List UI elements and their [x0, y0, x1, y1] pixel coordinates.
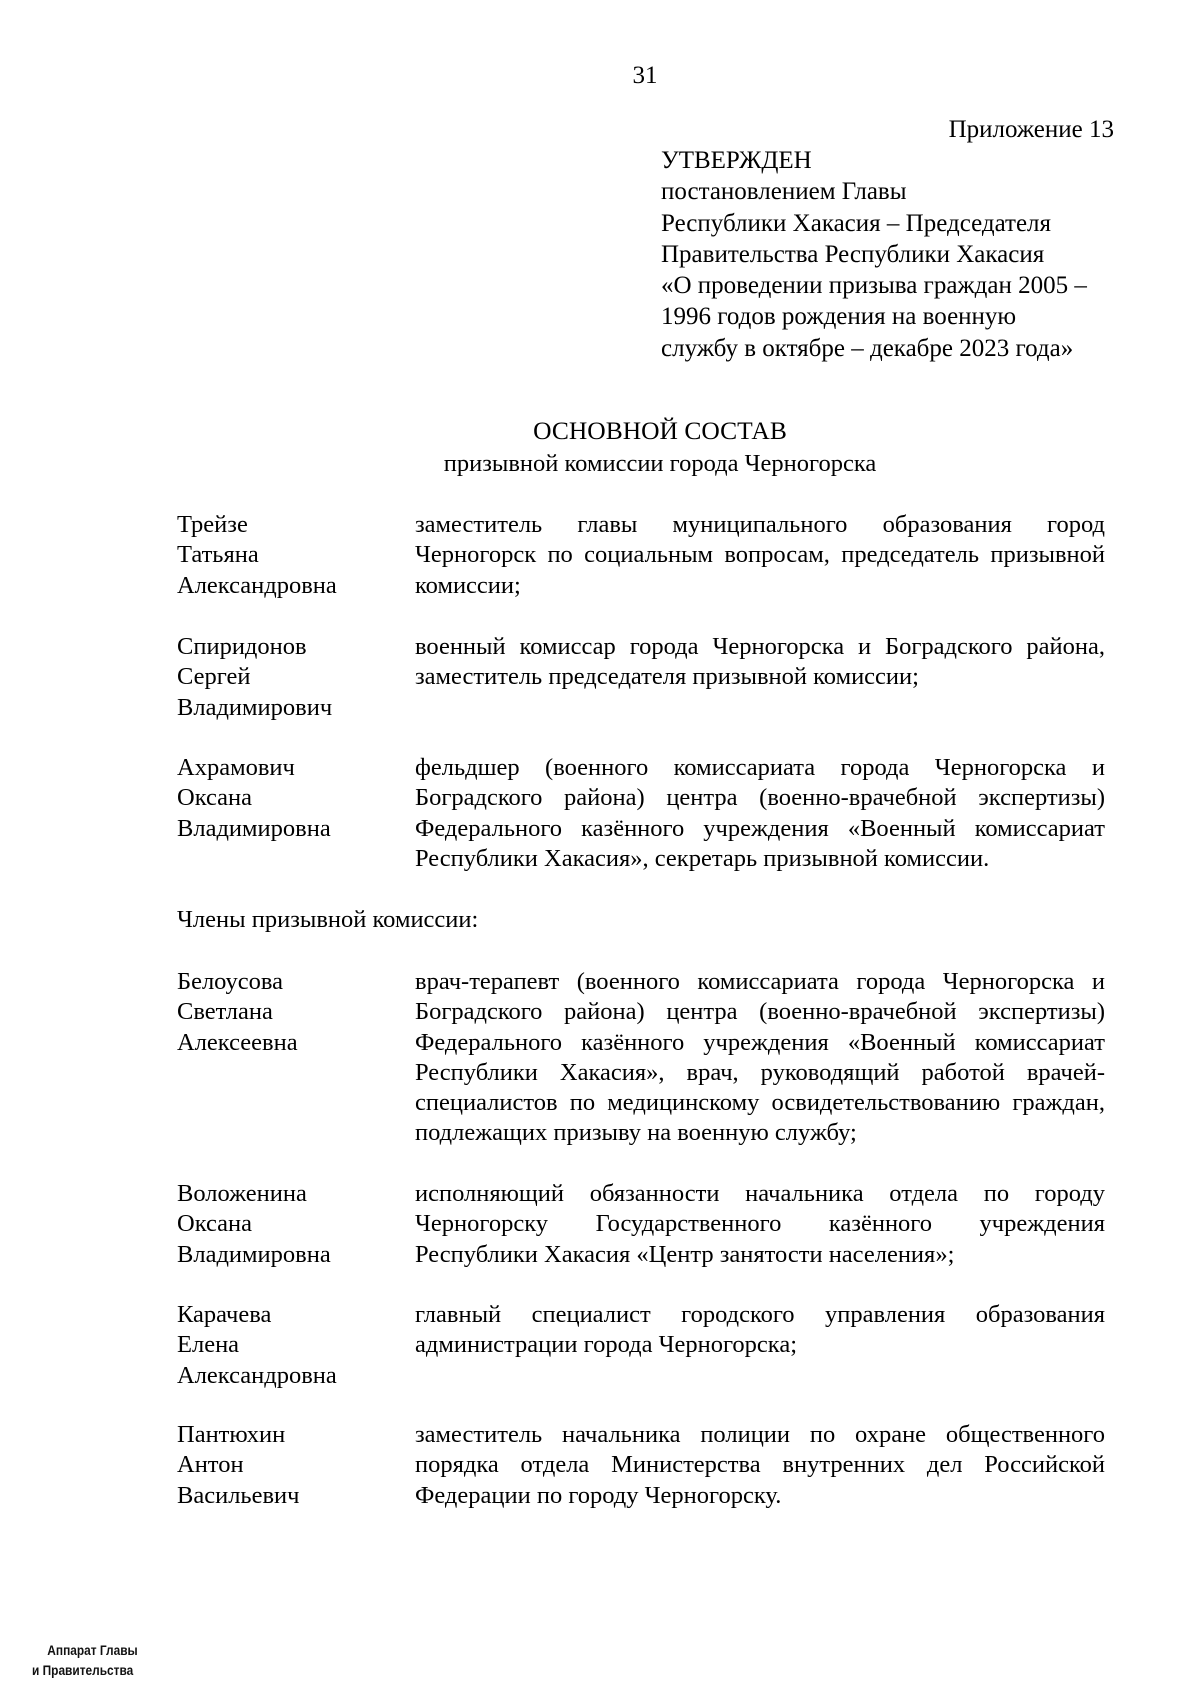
person-name [177, 510, 407, 601]
person-name [177, 753, 407, 844]
patronymic: Алексеевна [177, 1028, 298, 1056]
person-role: исполняющий обязанности начальника отдела по городу Черногорску Государственного казённого учреждения Республики Хакасия «Центр занятости населения»; [415, 1180, 1105, 1268]
first-name: Татьяна [177, 541, 259, 569]
stamp-line: и Правительства [32, 1662, 134, 1678]
first-name: Елена [177, 1331, 240, 1359]
page-number: 31 [632, 62, 658, 89]
person-role: заместитель главы муниципального образования город Черногорск по социальным вопросам, председатель призывной комиссии; [415, 511, 1105, 599]
person-role: военный комиссар города Черногорска и Боградского района, заместитель председателя призывной комиссии; [415, 633, 1105, 691]
office-stamp [32, 1640, 138, 1680]
first-name: Светлана [177, 998, 273, 1026]
approval-line: «О проведении призыва граждан 2005 – [661, 272, 1087, 300]
surname: Карачева [177, 1301, 272, 1328]
patronymic: Владимировна [177, 814, 331, 842]
approval-line: Правительства Республики Хакасия [661, 240, 1045, 268]
appendix-label: Приложение 13 [948, 116, 1114, 143]
first-name: Сергей [177, 663, 251, 691]
approval-line: службу в октябре – декабре 2023 года» [661, 334, 1074, 362]
approval-line: постановлением Главы [661, 178, 907, 206]
stamp-line: Аппарат Главы [47, 1642, 138, 1658]
surname: Пантюхин [177, 1421, 286, 1448]
approval-block [661, 145, 1087, 364]
person-name [177, 1420, 407, 1511]
surname: Спиридонов [177, 633, 307, 660]
patronymic: Владимирович [177, 693, 333, 721]
surname: Белоусова [177, 968, 283, 995]
surname: Ахрамович [177, 754, 295, 781]
first-name: Оксана [177, 1210, 253, 1238]
approval-line: УТВЕРЖДЕН [661, 147, 812, 174]
person-name [177, 1300, 407, 1391]
members-label: Члены призывной комиссии: [177, 906, 479, 933]
first-name: Оксана [177, 784, 253, 812]
first-name: Антон [177, 1451, 244, 1479]
patronymic: Александровна [177, 1361, 337, 1389]
document-heading: ОСНОВНОЙ СОСТАВ [533, 416, 787, 445]
person-role: фельдшер (военного комиссариата города Черногорска и Боградского района) центра (военно-врачебной экспертизы) Федерального казённого учреждения «Военный комиссариат Республики Хакасия», секретарь призывной комиссии. [415, 754, 1105, 872]
person-role: заместитель начальника полиции по охране общественного порядка отдела Министерства внутренних дел Российской Федерации по городу Черногорску. [415, 1421, 1105, 1509]
person-name [177, 967, 407, 1058]
approval-line: 1996 годов рождения на военную [661, 303, 1017, 331]
person-role: главный специалист городского управления образования администрации города Черногорска; [415, 1301, 1105, 1359]
person-name [177, 632, 407, 723]
surname: Трейзе [177, 511, 248, 538]
approval-line: Республики Хакасия – Председателя [661, 209, 1052, 237]
person-name [177, 1179, 407, 1270]
surname: Воложенина [177, 1180, 307, 1207]
patronymic: Александровна [177, 571, 337, 599]
patronymic: Владимировна [177, 1240, 331, 1268]
patronymic: Васильевич [177, 1481, 300, 1509]
person-role: врач-терапевт (военного комиссариата города Черногорска и Боградского района) центра (военно-врачебной экспертизы) Федерального казённого учреждения «Военный комиссариат Республики Хакасия», врач, руководящий работой врачей-специалистов по медицинскому освидетельствованию граждан, подлежащих призыву на военную службу; [415, 968, 1105, 1147]
document-subheading: призывной комиссии города Черногорска [443, 450, 877, 477]
